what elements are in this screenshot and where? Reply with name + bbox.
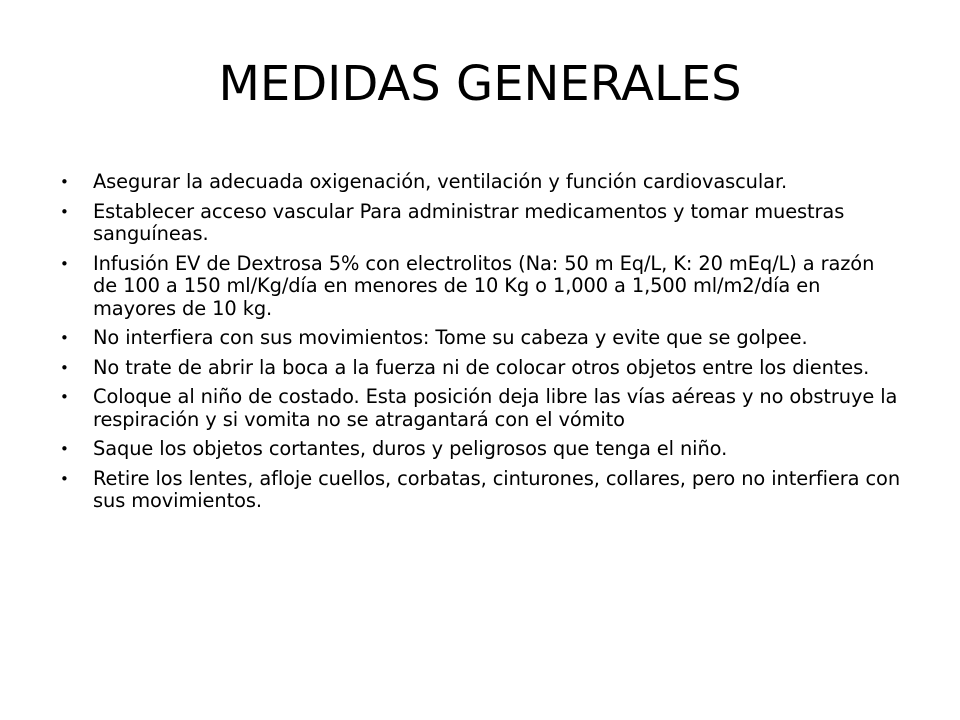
bullet-point-icon: • xyxy=(60,254,69,273)
bullet-text: No trate de abrir la boca a la fuerza ni de colocar otros objetos entre los dientes. xyxy=(93,355,870,379)
bullet-point-icon: • xyxy=(60,358,69,377)
bullet-item xyxy=(60,357,900,380)
bullet-item xyxy=(60,468,900,513)
bullet-item xyxy=(60,201,900,246)
bullet-text: Establecer acceso vascular Para administrar medicamentos y tomar muestras sanguíneas. xyxy=(93,199,845,245)
bullet-point-icon: • xyxy=(60,202,69,221)
bullet-text: Coloque al niño de costado. Esta posición deja libre las vías aéreas y no obstruye la respiración y si vomita no se atragantará con el vómito xyxy=(93,385,898,431)
bullet-item xyxy=(60,253,900,321)
bullet-text: Infusión EV de Dextrosa 5% con electrolitos (Na: 50 m Eq/L, K: 20 mEq/L) a razón de 100 a 150 ml/Kg/día en menores de 10 Kg o 1,000 a 1,500 ml/m2/día en mayores de 10 kg. xyxy=(93,251,875,320)
bullet-point-icon: • xyxy=(60,469,69,488)
bullet-item xyxy=(60,327,900,350)
bullet-text: Saque los objetos cortantes, duros y peligrosos que tenga el niño. xyxy=(93,437,728,460)
bullet-item xyxy=(60,386,900,431)
bullet-item xyxy=(60,171,900,194)
bullet-list xyxy=(60,171,900,520)
bullet-point-icon: • xyxy=(60,440,69,458)
bullet-text: No interfiera con sus movimientos: Tome su cabeza y evite que se golpee. xyxy=(93,326,808,349)
bullet-point-icon: • xyxy=(60,329,69,347)
bullet-point-icon: • xyxy=(60,388,69,406)
bullet-point-icon: • xyxy=(60,173,69,191)
bullet-text: Asegurar la adecuada oxigenación, ventilación y función cardiovascular. xyxy=(93,170,788,193)
slide-title: MEDIDAS GENERALES xyxy=(218,56,742,112)
bullet-item xyxy=(60,438,900,461)
bullet-text: Retire los lentes, afloje cuellos, corbatas, cinturones, collares, pero no interfiera con sus movimientos. xyxy=(93,466,901,512)
